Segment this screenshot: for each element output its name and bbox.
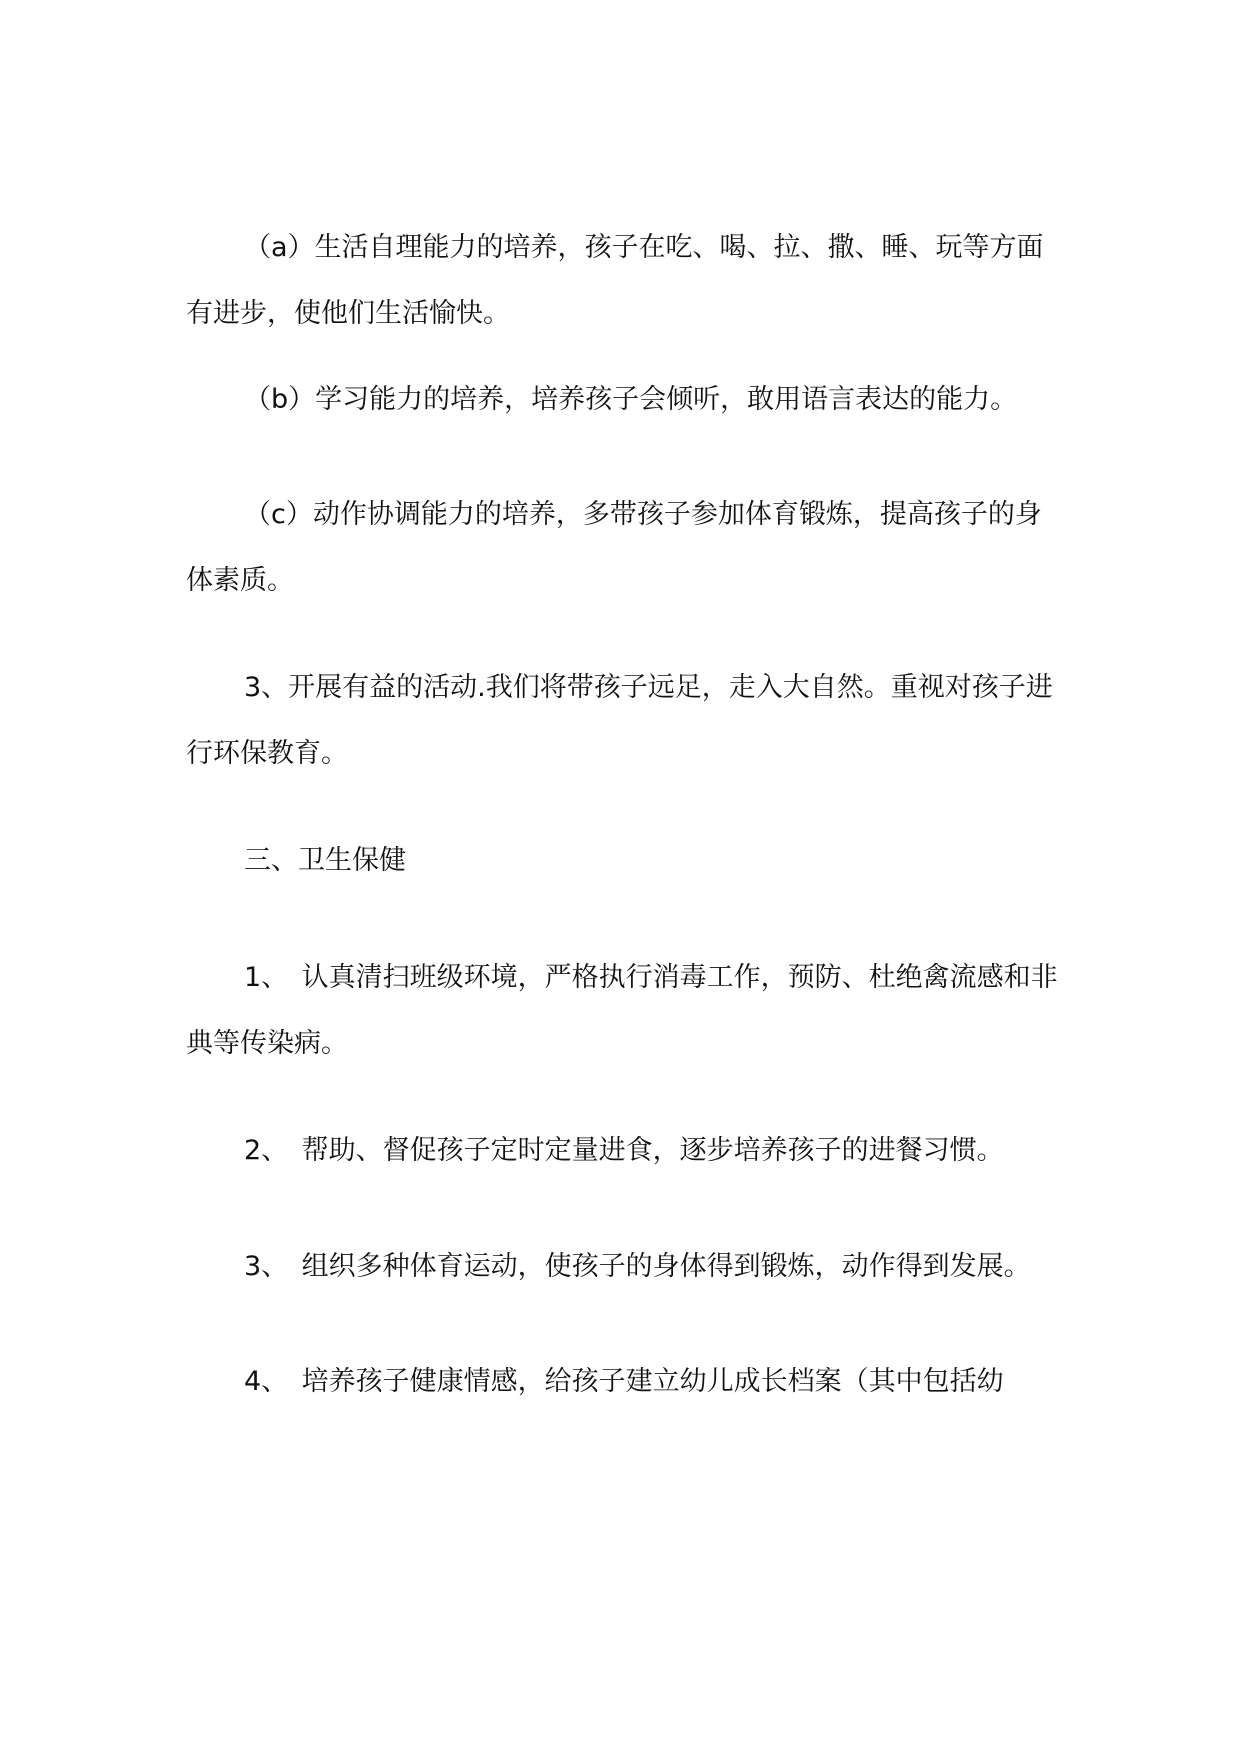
paragraph-hygiene-item-4: 4、 培养孩子健康情感，给孩子建立幼儿成长档案（其中包括幼 xyxy=(244,1366,1004,1397)
paragraph-hygiene-item-1: 1、 认真清扫班级环境，严格执行消毒工作，预防、杜绝禽流感和非典等传染病。 xyxy=(186,962,1058,1059)
paragraph-hygiene-item-3: 3、 组织多种体育运动，使孩子的身体得到锻炼，动作得到发展。 xyxy=(244,1251,1031,1282)
paragraph-activities: 3、开展有益的活动.我们将带孩子远足，走入大自然。重视对孩子进行环保教育。 xyxy=(186,672,1053,769)
paragraph-hygiene-item-2: 2、 帮助、督促孩子定时定量进食，逐步培养孩子的进餐习惯。 xyxy=(244,1135,1004,1166)
paragraph-motor-coordination: （c）动作协调能力的培养，多带孩子参加体育锻炼，提高孩子的身体素质。 xyxy=(186,499,1042,596)
paragraph-learning-ability: （b）学习能力的培养，培养孩子会倾听，敢用语言表达的能力。 xyxy=(244,384,1018,415)
section-heading-hygiene: 三、卫生保健 xyxy=(244,845,406,876)
paragraph-self-care: （a）生活自理能力的培养，孩子在吃、喝、拉、撒、睡、玩等方面有进步，使他们生活愉快。 xyxy=(186,232,1044,329)
